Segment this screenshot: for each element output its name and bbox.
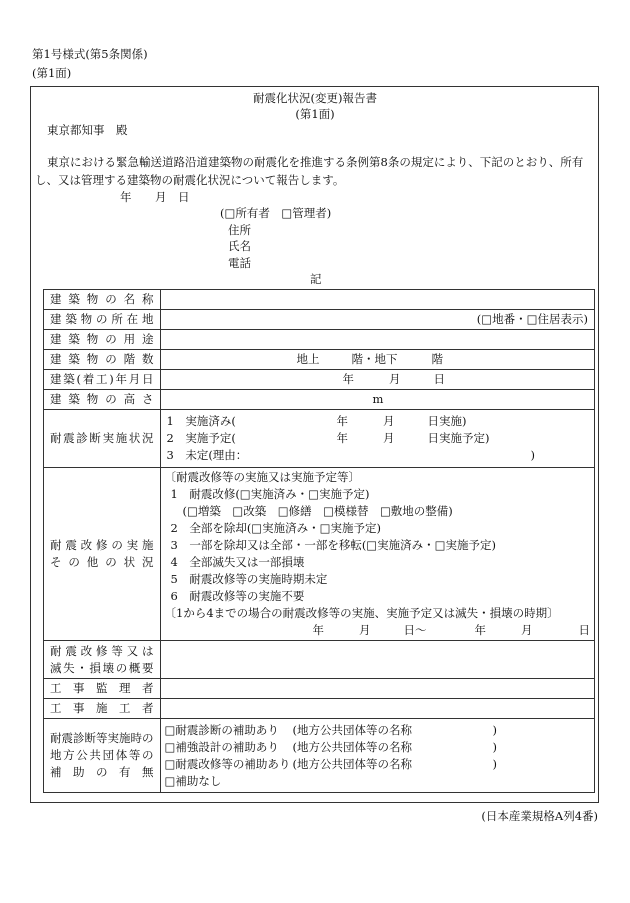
retro-item-5[interactable]: 5 耐震改修等の実施時期未定: [170, 572, 328, 586]
row-construction: [44, 370, 595, 390]
field-use[interactable]: [160, 330, 595, 350]
field-height[interactable]: [160, 390, 595, 410]
location-note: (□地番・□住居表示): [476, 312, 588, 326]
floors-above: 地上: [296, 352, 320, 366]
field-supervisor[interactable]: [160, 679, 595, 699]
label-summary: 耐震改修等又は 滅失・損壊の概要: [44, 641, 161, 679]
phone-label: 電話: [228, 256, 251, 270]
label-location: 建築物の所在地: [44, 310, 161, 330]
form-number: 第1号様式(第5条関係): [32, 47, 148, 61]
report-sub-label: (第1面): [295, 107, 335, 121]
height-unit: m: [372, 392, 384, 406]
retro-item-1-sub[interactable]: (□増築 □改築 □修繕 □模様替 □敷地の整備): [182, 504, 453, 518]
row-name: [44, 290, 595, 310]
row-use: [44, 330, 595, 350]
label-construction: 建築(着工)年月日: [44, 370, 161, 390]
field-subsidy[interactable]: [160, 719, 595, 793]
row-floors: [44, 350, 595, 370]
row-height: [44, 390, 595, 410]
subsidy-item-1[interactable]: □耐震診断の補助あり (地方公共団体等の名称 ): [164, 722, 497, 737]
floors-end: 階: [431, 352, 443, 366]
report-title: 耐震化状況(変更)報告書: [253, 91, 377, 105]
row-location: [44, 310, 595, 330]
label-contractor: 工事施工者: [44, 699, 161, 719]
construction-day: 日: [433, 372, 445, 386]
date-year: 年: [120, 190, 132, 204]
label-use: 建築物の用途: [44, 330, 161, 350]
floors-mid: 階・地下: [351, 352, 398, 366]
retro-item-2[interactable]: 2 全部を除却(□実施済み・□実施予定): [170, 521, 382, 535]
retro-item-3[interactable]: 3 一部を除却又は全部・一部を移転(□実施済み・□実施予定): [170, 538, 497, 552]
row-summary: [44, 641, 595, 679]
label-height: 建築物の高さ: [44, 390, 161, 410]
date-month: 月: [155, 190, 167, 204]
retro-item-6[interactable]: 6 耐震改修等の実施不要: [170, 589, 305, 603]
row-diagnosis: [44, 410, 595, 468]
intro-line-2: し、又は管理する建築物の耐震化状況について報告します。: [35, 173, 345, 187]
label-retrofit: 耐震改修の実施 その他の状況: [44, 468, 161, 641]
retro-item-1[interactable]: 1 耐震改修(□実施済み・□実施予定): [170, 487, 370, 501]
role-line: (□所有者 □管理者): [220, 206, 332, 220]
ki-label: 記: [310, 272, 322, 286]
addressee: 東京都知事 殿: [47, 123, 128, 137]
retro-period-dates[interactable]: 年 月 日～ 年 月 日: [312, 623, 590, 637]
field-floors[interactable]: [160, 350, 595, 370]
field-construction[interactable]: [160, 370, 595, 390]
field-contractor[interactable]: [160, 699, 595, 719]
diag-item-3[interactable]: 3 未定(理由： ): [166, 448, 535, 462]
row-supervisor: [44, 679, 595, 699]
diag-item-1[interactable]: 1 実施済み( 年 月 日実施): [166, 414, 467, 428]
intro-line-1: 東京における緊急輸送道路沿道建築物の耐震化を推進する条例第8条の規定により、下記のとおり、所有: [47, 155, 584, 169]
subsidy-item-4[interactable]: □補助なし: [164, 773, 222, 788]
construction-year: 年: [342, 372, 354, 386]
retro-period: 〔1から4までの場合の耐震改修等の実施、実施予定又は滅失・損壊の時期〕: [164, 606, 559, 620]
label-supervisor: 工事監理者: [44, 679, 161, 699]
address-label: 住所: [228, 223, 251, 237]
row-retrofit: [44, 468, 595, 641]
construction-month: 月: [389, 372, 401, 386]
date-day: 日: [178, 190, 190, 204]
field-retrofit[interactable]: [160, 468, 595, 641]
row-subsidy: [44, 719, 595, 793]
field-diagnosis[interactable]: [160, 410, 595, 468]
diag-item-2[interactable]: 2 実施予定( 年 月 日実施予定): [166, 431, 490, 445]
label-diagnosis: 耐震診断実施状況: [44, 410, 161, 468]
field-name[interactable]: [160, 290, 595, 310]
retro-item-4[interactable]: 4 全部滅失又は一部損壊: [170, 555, 305, 569]
field-summary[interactable]: [160, 641, 595, 679]
field-location[interactable]: [160, 310, 595, 330]
jis-note: (日本産業規格A列4番): [481, 809, 598, 823]
label-name: 建築物の名称: [44, 290, 161, 310]
label-subsidy: 耐震診断等実施時の 地方公共団体等の 補助の有無: [44, 719, 161, 793]
name-label: 氏名: [228, 239, 251, 253]
retro-heading: 〔耐震改修等の実施又は実施予定等〕: [164, 470, 360, 484]
side-label: (第1面): [32, 66, 72, 80]
label-floors: 建築物の階数: [44, 350, 161, 370]
report-table: [43, 289, 595, 793]
row-contractor: [44, 699, 595, 719]
subsidy-item-2[interactable]: □補強設計の補助あり (地方公共団体等の名称 ): [164, 739, 497, 754]
subsidy-item-3[interactable]: □耐震改修等の補助あり (地方公共団体等の名称 ): [164, 756, 497, 771]
